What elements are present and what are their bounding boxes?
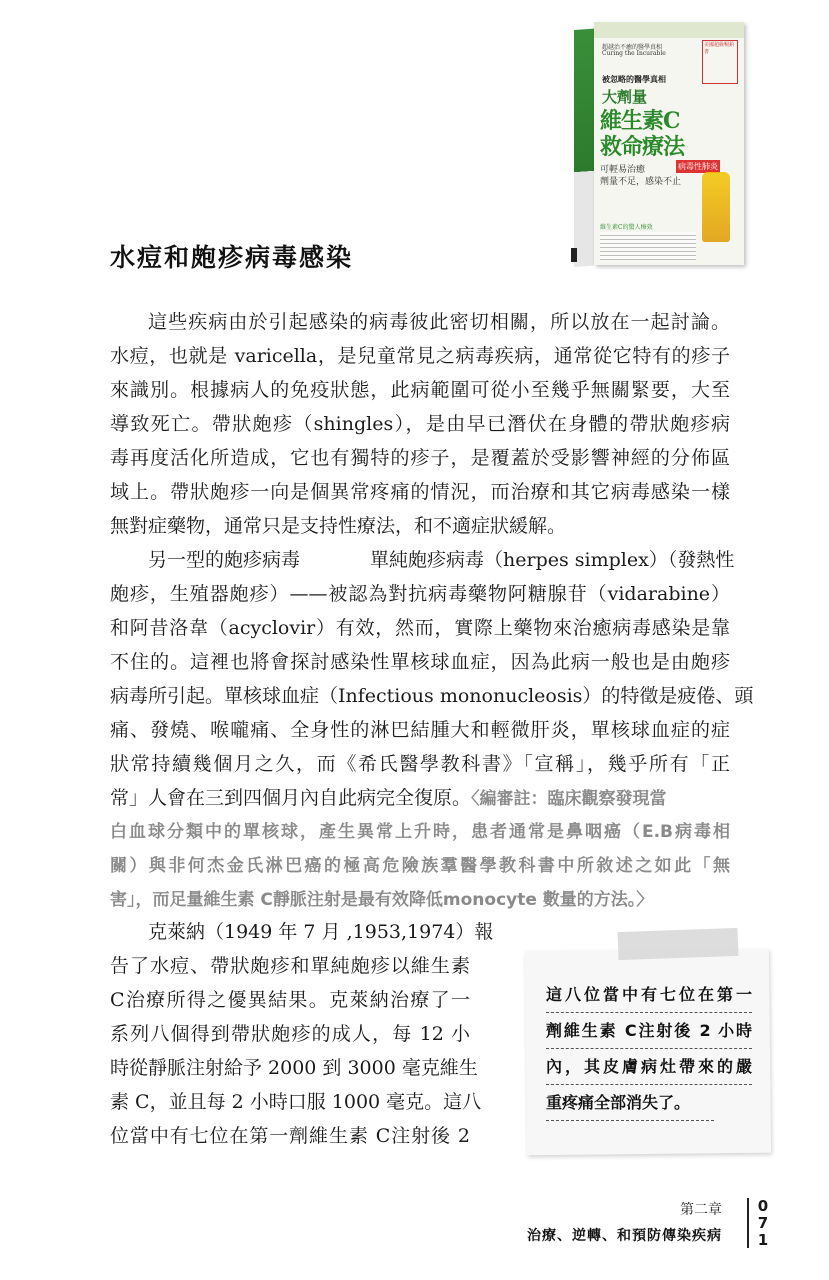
book-green-label: 維生素C的驚人療效: [600, 224, 653, 231]
paragraph1-line: 毒再度活化所造成，它也有獨特的疹子，是覆蓋於受影響神經的分佈區: [110, 447, 730, 469]
book-tagline-2: 劑量不足，感染不止: [600, 177, 682, 187]
book-hidden-truth: 被忽略的醫學真相: [602, 74, 666, 84]
paragraph2-line: 病毒所引起。單核球血症（Infectious mononucleosis）的特徵是疲倦、頭: [110, 685, 754, 707]
book-subtitle-zh: 超越治不癒的醫學真相: [602, 44, 663, 51]
book-author-list: [600, 232, 696, 260]
paragraph2-line: 痛、發燒、喉嚨痛、全身性的淋巴結腫大和輕微肝炎，單核球血症的症: [110, 719, 730, 741]
footer-divider: [747, 1198, 749, 1248]
editor-note-start: 〈編審註：臨床觀察發現當: [471, 789, 667, 809]
paragraph3-line: 克萊納（1949 年 7 月 ,1953,1974）報: [148, 921, 494, 943]
paragraph2-first-line: [148, 543, 735, 577]
editor-note-line: 白血球分類中的單核球，產生異常上升時，患者通常是鼻咽癌（E.B病毒相: [110, 822, 730, 842]
callout-line: 這八位當中有七位在第一: [546, 978, 752, 1013]
paragraph3-line: 位當中有七位在第一劑維生素 C注射後 2: [110, 1125, 470, 1147]
book-title-1: 大劑量: [602, 88, 648, 106]
callout-line: 劑維生素 C注射後 2 小時: [546, 1014, 752, 1049]
paragraph3-line: 時從靜脈注射給予 2000 到 3000 毫克維生: [110, 1057, 478, 1079]
paragraph1-line: 域上。帶狀皰疹一向是個異常疼痛的情況，而治療和其它病毒感染一樣: [110, 481, 730, 503]
page-digit: 7: [757, 1214, 769, 1232]
chapter-label: 第二章: [680, 1202, 722, 1218]
callout-line: 重疼痛全部消失了。: [546, 1086, 714, 1121]
paragraph3-line: C治療所得之優異結果。克萊納治療了一: [110, 989, 470, 1011]
book-top-band: [594, 22, 744, 38]
book-title-3: 救命療法: [600, 134, 685, 160]
page-digit: 0: [757, 1197, 769, 1215]
paragraph1-line: 水痘，也就是 varicella，是兒童常見之病毒疾病，通常從它特有的疹子: [110, 345, 730, 367]
callout-line: 內，其皮膚病灶帶來的嚴: [546, 1050, 752, 1085]
book-front: [594, 22, 744, 265]
book-red-tag: 美國超級暢銷書: [702, 40, 738, 84]
paragraph2-line: 皰疹，生殖器皰疹）——被認為對抗病毒藥物阿糖腺苷（vidarabine）: [110, 583, 730, 605]
book-tagline-1: 可輕易治癒: [600, 165, 646, 175]
paragraph3-line: 系列八個得到帶狀皰疹的成人，每 12 小: [110, 1023, 470, 1045]
iv-bottle-icon: [702, 172, 730, 242]
paragraph1-line: 這些疾病由於引起感染的病毒彼此密切相關，所以放在一起討論。: [148, 311, 730, 333]
paragraph1-line: 無對症藥物，通常只是支持性療法，和不適症狀緩解。: [110, 515, 567, 537]
paragraph3-line: 告了水痘、帶狀皰疹和單純皰疹以維生素: [110, 955, 470, 977]
page-digit: 1: [757, 1231, 769, 1249]
chapter-title: 治療、逆轉、和預防傳染疾病: [527, 1228, 722, 1244]
section-title: 水痘和皰疹病毒感染: [110, 243, 354, 272]
page-number: [756, 1198, 770, 1249]
book-spine: [574, 29, 594, 267]
paragraph2-line: 狀常持續幾個月之久，而《希氏醫學教科書》「宣稱」，幾乎所有「正: [110, 753, 730, 775]
tape-strip: [618, 928, 739, 960]
book-virus-tag: 病毒性肺炎: [678, 162, 718, 171]
paragraph2-first-a: 另一型的皰疹病毒: [148, 549, 301, 571]
book-title-2: 維生素C: [600, 108, 680, 134]
book-cover: [574, 22, 744, 267]
paragraph1-line: 來識別。根據病人的免疫狀態，此病範圍可從小至幾乎無關緊要，大至: [110, 379, 730, 401]
paragraph2-note-line: [110, 781, 730, 815]
paragraph1-line: 導致死亡。帶狀皰疹（shingles），是由早已潛伏在身體的帶狀皰疹病: [110, 413, 730, 435]
editor-note-line: 關）與非何杰金氏淋巴癌的極高危險族羣醫學教科書中所敘述之如此「無: [110, 856, 730, 876]
paragraph2-line: 和阿昔洛韋（acyclovir）有效，然而，實際上藥物來治癒病毒感染是靠: [110, 617, 730, 639]
publisher-logo-icon: [571, 248, 577, 262]
editor-note-line: 害」，而足量維生素 C靜脈注射是最有效降低monocyte 數量的方法。〉: [110, 890, 654, 910]
paragraph3-line: 素 C，並且每 2 小時口服 1000 毫克。這八: [110, 1091, 482, 1113]
paragraph2-first-b: 單純皰疹病毒（herpes simplex）（發熱性: [370, 549, 735, 571]
paragraph2-line: 不住的。這裡也將會探討感染性單核球血症，因為此病一般也是由皰疹: [110, 651, 730, 673]
paragraph2-last-text: 常」人會在三到四個月內自此病完全復原。: [110, 787, 472, 809]
book-subtitle-en: Curing the Incurable: [602, 50, 666, 57]
